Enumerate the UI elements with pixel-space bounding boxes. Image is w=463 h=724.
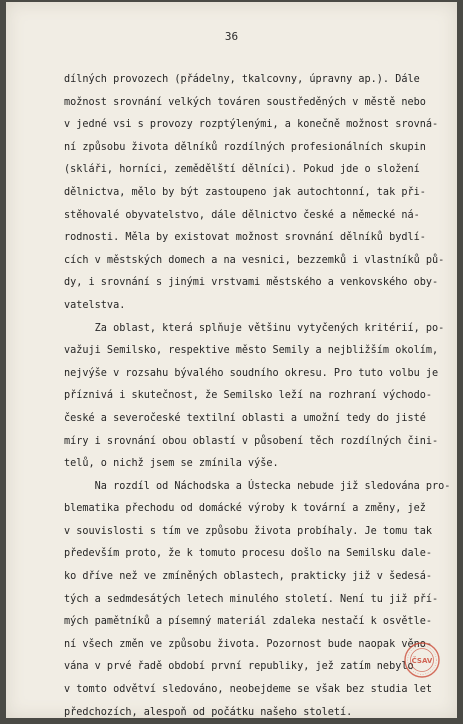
- text-line: předchozích, alespoň od počátku našeho století.: [64, 706, 353, 718]
- page-number: 36: [224, 30, 239, 43]
- text-line: české a severočeské textilní oblasti a umožní tedy do jisté: [64, 412, 426, 424]
- document-page: [6, 2, 457, 718]
- text-line: nejvýše v rozsahu bývalého soudního okresu. Pro tuto volbu je: [64, 367, 439, 379]
- text-line: telů, o nichž jsem se zmínila výše.: [64, 458, 279, 470]
- text-line: dy, i srovnání s jinými vrstvami městského a venkovského oby-: [64, 277, 439, 289]
- text-line: míry i srovnání obou oblastí v působení těch rozdílných čini-: [64, 435, 439, 447]
- text-line: tých a sedmdesátých letech minulého století. Není tu již pří-: [64, 593, 439, 605]
- text-line: rodnosti. Měla by existovat možnost srovnání dělníků bydlí-: [64, 232, 426, 244]
- text-line: ní způsobu života dělníků rozdílných profesionálních skupin: [64, 141, 426, 153]
- text-line: blematika přechodu od domácké výroby k tovární a změny, jež: [64, 503, 426, 515]
- text-line: ko dříve než ve zmíněných oblastech, prakticky již v šedesá-: [64, 571, 433, 583]
- text-line: cích v městských domech a na vesnici, bezzemků i vlastníků pů-: [64, 254, 445, 266]
- text-line: vatelstva.: [64, 299, 126, 311]
- text-line: Na rozdíl od Náchodska a Ústecka nebude již sledována pro-: [64, 480, 451, 492]
- library-stamp-icon: [402, 640, 442, 680]
- text-line: mých pamětníků a písemný materiál zdaleka nestačí k osvětle-: [64, 616, 433, 628]
- text-line: možnost srovnání velkých továren soustředěných v městě nebo: [64, 96, 426, 108]
- stamp-text: ČSAV: [411, 657, 433, 665]
- text-line: v souvislosti s tím ve způsobu života probíhaly. Je tomu tak: [64, 525, 433, 537]
- text-line: v tomto odvětví sledováno, neobejdeme se však bez studia let: [64, 684, 433, 696]
- body-text: [64, 69, 451, 724]
- text-line: (skláři, horníci, zemědělští dělníci). Pokud jde o složení: [64, 164, 420, 176]
- text-line: příznivá i skutečnost, že Semilsko leží na rozhraní východo-: [64, 390, 433, 402]
- text-line: ní všech změn ve způsobu života. Pozornost bude naopak věno-: [64, 638, 433, 650]
- text-line: vána v prvé řadě období první republiky, jež zatím nebylo: [64, 661, 414, 673]
- text-line: v jedné vsi s provozy rozptýlenými, a konečně možnost srovná-: [64, 119, 439, 131]
- text-line: dělnictva, mělo by být zastoupeno jak autochtonní, tak při-: [64, 186, 426, 198]
- text-line: Za oblast, která splňuje většinu vytyčených kritérií, po-: [64, 322, 445, 334]
- text-line: važuji Semilsko, respektive město Semily a nejbližším okolím,: [64, 345, 439, 357]
- text-line: dílných provozech (přádelny, tkalcovny, úpravny ap.). Dále: [64, 74, 420, 85]
- text-line: především proto, že k tomuto procesu došlo na Semilsku dale-: [64, 548, 433, 560]
- text-line: stěhovalé obyvatelstvo, dále dělnictvo české a německé ná-: [64, 209, 420, 221]
